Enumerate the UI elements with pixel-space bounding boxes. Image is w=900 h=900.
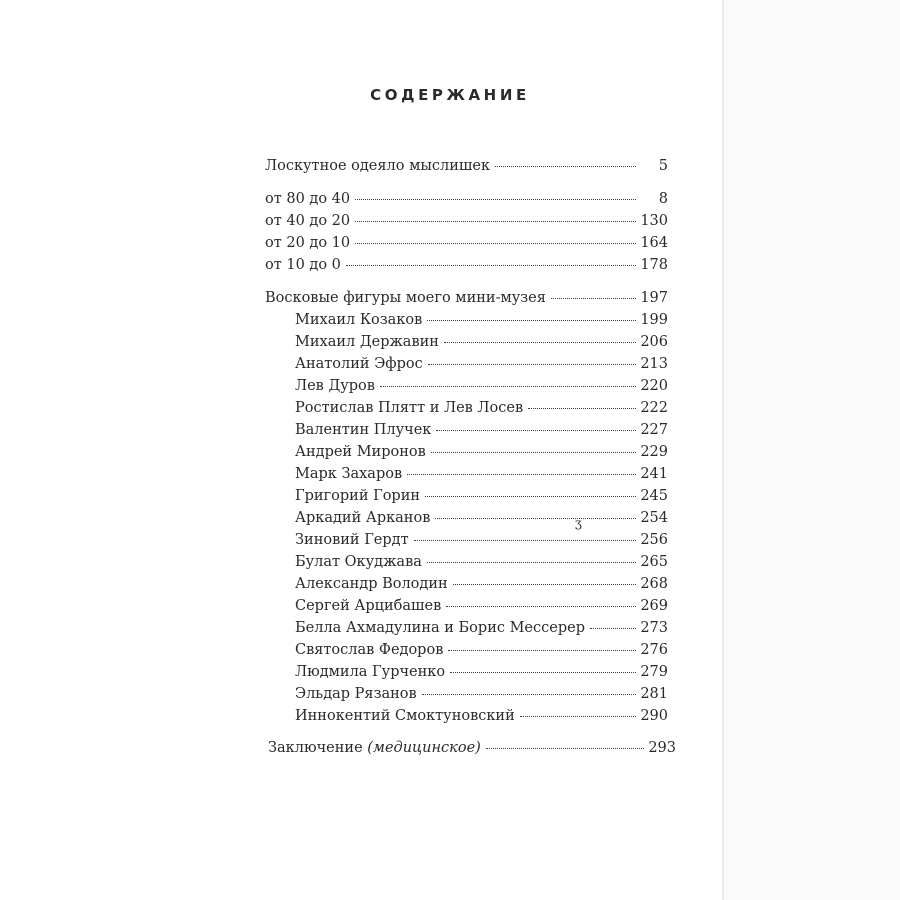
toc-leader-dots: [436, 430, 636, 431]
toc-page-number: 265: [640, 554, 668, 570]
toc-entry-title: Восковые фигуры моего мини-музея: [265, 290, 546, 306]
toc-page-number: 222: [640, 400, 668, 416]
toc-page-number: 229: [640, 444, 668, 460]
toc-page-number: 206: [640, 334, 668, 350]
toc-entry-conclusion: [268, 738, 676, 758]
toc-entry-title: Людмила Гурченко: [295, 664, 446, 680]
toc-page-number: 281: [640, 686, 668, 702]
toc-leader-dots: [590, 628, 636, 629]
toc-leader-dots: [528, 408, 636, 409]
toc-subentry: [295, 684, 668, 704]
toc-page-number: 245: [640, 488, 668, 504]
toc-leader-dots: [355, 221, 636, 222]
ink-blot-mark: ʒ: [575, 516, 582, 530]
toc-leader-dots: [346, 265, 636, 266]
toc-leader-dots: [495, 166, 636, 167]
toc-page-number: 269: [640, 598, 668, 614]
toc-leader-dots: [431, 452, 636, 453]
toc-leader-dots: [450, 672, 636, 673]
toc-page-number: 290: [640, 708, 668, 724]
toc-entry-title: от 10 до 0: [265, 257, 341, 273]
toc-entry: [265, 211, 668, 231]
toc-entry-title: Ростислав Плятт и Лев Лосев: [295, 400, 524, 416]
toc-leader-dots: [425, 496, 636, 497]
toc-leader-dots: [422, 694, 636, 695]
toc-entry: [265, 189, 668, 209]
toc-leader-dots: [427, 320, 636, 321]
toc-leader-dots: [444, 342, 636, 343]
toc-leader-dots: [446, 606, 636, 607]
toc-entry-title: Валентин Плучек: [295, 422, 432, 438]
toc-leader-dots: [355, 243, 636, 244]
toc-page-number: 256: [640, 532, 668, 548]
toc-leader-dots: [427, 562, 636, 563]
toc-page-number: 273: [640, 620, 668, 636]
toc-page-number: 164: [640, 235, 668, 251]
toc-subentry: [295, 640, 668, 660]
toc-entry-title: Андрей Миронов: [295, 444, 426, 460]
conclusion-label: Заключение: [268, 740, 368, 756]
toc-subentry: [295, 486, 668, 506]
toc-page-number: 5: [658, 158, 668, 174]
toc-entry-title: от 20 до 10: [265, 235, 351, 251]
toc-entry-title: Эльдар Рязанов: [295, 686, 417, 702]
toc-subentry: [295, 442, 668, 462]
toc-entry-title: Лоскутное одеяло мыслишек: [265, 158, 491, 174]
toc-entry: [265, 255, 668, 275]
toc-entry-title: Аркадий Арканов: [295, 510, 431, 526]
toc-leader-dots: [407, 474, 636, 475]
toc-entry-title: Михаил Козаков: [295, 312, 423, 328]
toc-subentry: [295, 398, 668, 418]
toc-entry-title: Михаил Державин: [295, 334, 439, 350]
toc-subentry: [295, 464, 668, 484]
toc-entry-title: от 80 до 40: [265, 191, 351, 207]
toc-subentry: [295, 574, 668, 594]
toc-entry-title: Александр Володин: [295, 576, 448, 592]
toc-leader-dots: [380, 386, 636, 387]
toc-entry-title: Марк Захаров: [295, 466, 403, 482]
toc-leader-dots: [520, 716, 636, 717]
toc-entry: [265, 233, 668, 253]
toc-page-number: 197: [640, 290, 668, 306]
toc-page-number: 178: [640, 257, 668, 273]
facing-page-margin: [724, 0, 900, 900]
toc-page-number: 213: [640, 356, 668, 372]
toc-entry-title: Зиновий Гердт: [295, 532, 409, 548]
toc-subentry: [295, 530, 668, 550]
toc-leader-dots: [435, 518, 636, 519]
toc-subentry: [295, 332, 668, 352]
toc-page-number: 227: [640, 422, 668, 438]
toc-page-number: 254: [640, 510, 668, 526]
conclusion-italic-note: (медицинское): [367, 740, 481, 756]
toc-page-number: 8: [658, 191, 668, 207]
toc-subentry: [295, 706, 668, 726]
toc-title: СОДЕРЖАНИЕ: [370, 86, 530, 104]
toc-subentry: [295, 376, 668, 396]
toc-leader-dots: [414, 540, 636, 541]
toc-entry: [265, 288, 668, 308]
toc-entry-title: Булат Окуджава: [295, 554, 422, 570]
toc-page-number: 199: [640, 312, 668, 328]
toc-entry-title: Белла Ахмадулина и Борис Мессерер: [295, 620, 585, 636]
toc-subentry: [295, 552, 668, 572]
toc-entry-title: Иннокентий Смоктуновский: [295, 708, 515, 724]
toc-leader-dots: [355, 199, 636, 200]
toc-leader-dots: [453, 584, 636, 585]
toc-page-number: 293: [648, 740, 676, 756]
toc-subentry: [295, 508, 668, 528]
toc-page-number: 276: [640, 642, 668, 658]
toc-page-number: 279: [640, 664, 668, 680]
toc-page-number: 268: [640, 576, 668, 592]
toc-subentry: [295, 420, 668, 440]
toc-leader-dots: [448, 650, 636, 651]
toc-entry-title: Лев Дуров: [295, 378, 375, 394]
toc-leader-dots: [428, 364, 636, 365]
toc-subentry: [295, 662, 668, 682]
toc-subentry: [295, 310, 668, 330]
toc-entry-title: от 40 до 20: [265, 213, 351, 229]
toc-entry-title: Сергей Арцибашев: [295, 598, 442, 614]
toc-entry-title: Анатолий Эфрос: [295, 356, 423, 372]
toc-entry: [265, 156, 668, 176]
toc-entry-title: [268, 738, 481, 758]
toc-page-number: 130: [640, 213, 668, 229]
toc-subentry: [295, 618, 668, 638]
toc-entry-title: Григорий Горин: [295, 488, 421, 504]
toc-leader-dots: [551, 298, 636, 299]
toc-page-number: 220: [640, 378, 668, 394]
toc-leader-dots: [486, 748, 644, 749]
toc-subentry: [295, 354, 668, 374]
toc-subentry: [295, 596, 668, 616]
toc-entry-title: Святослав Федоров: [295, 642, 444, 658]
toc-page-number: 241: [640, 466, 668, 482]
